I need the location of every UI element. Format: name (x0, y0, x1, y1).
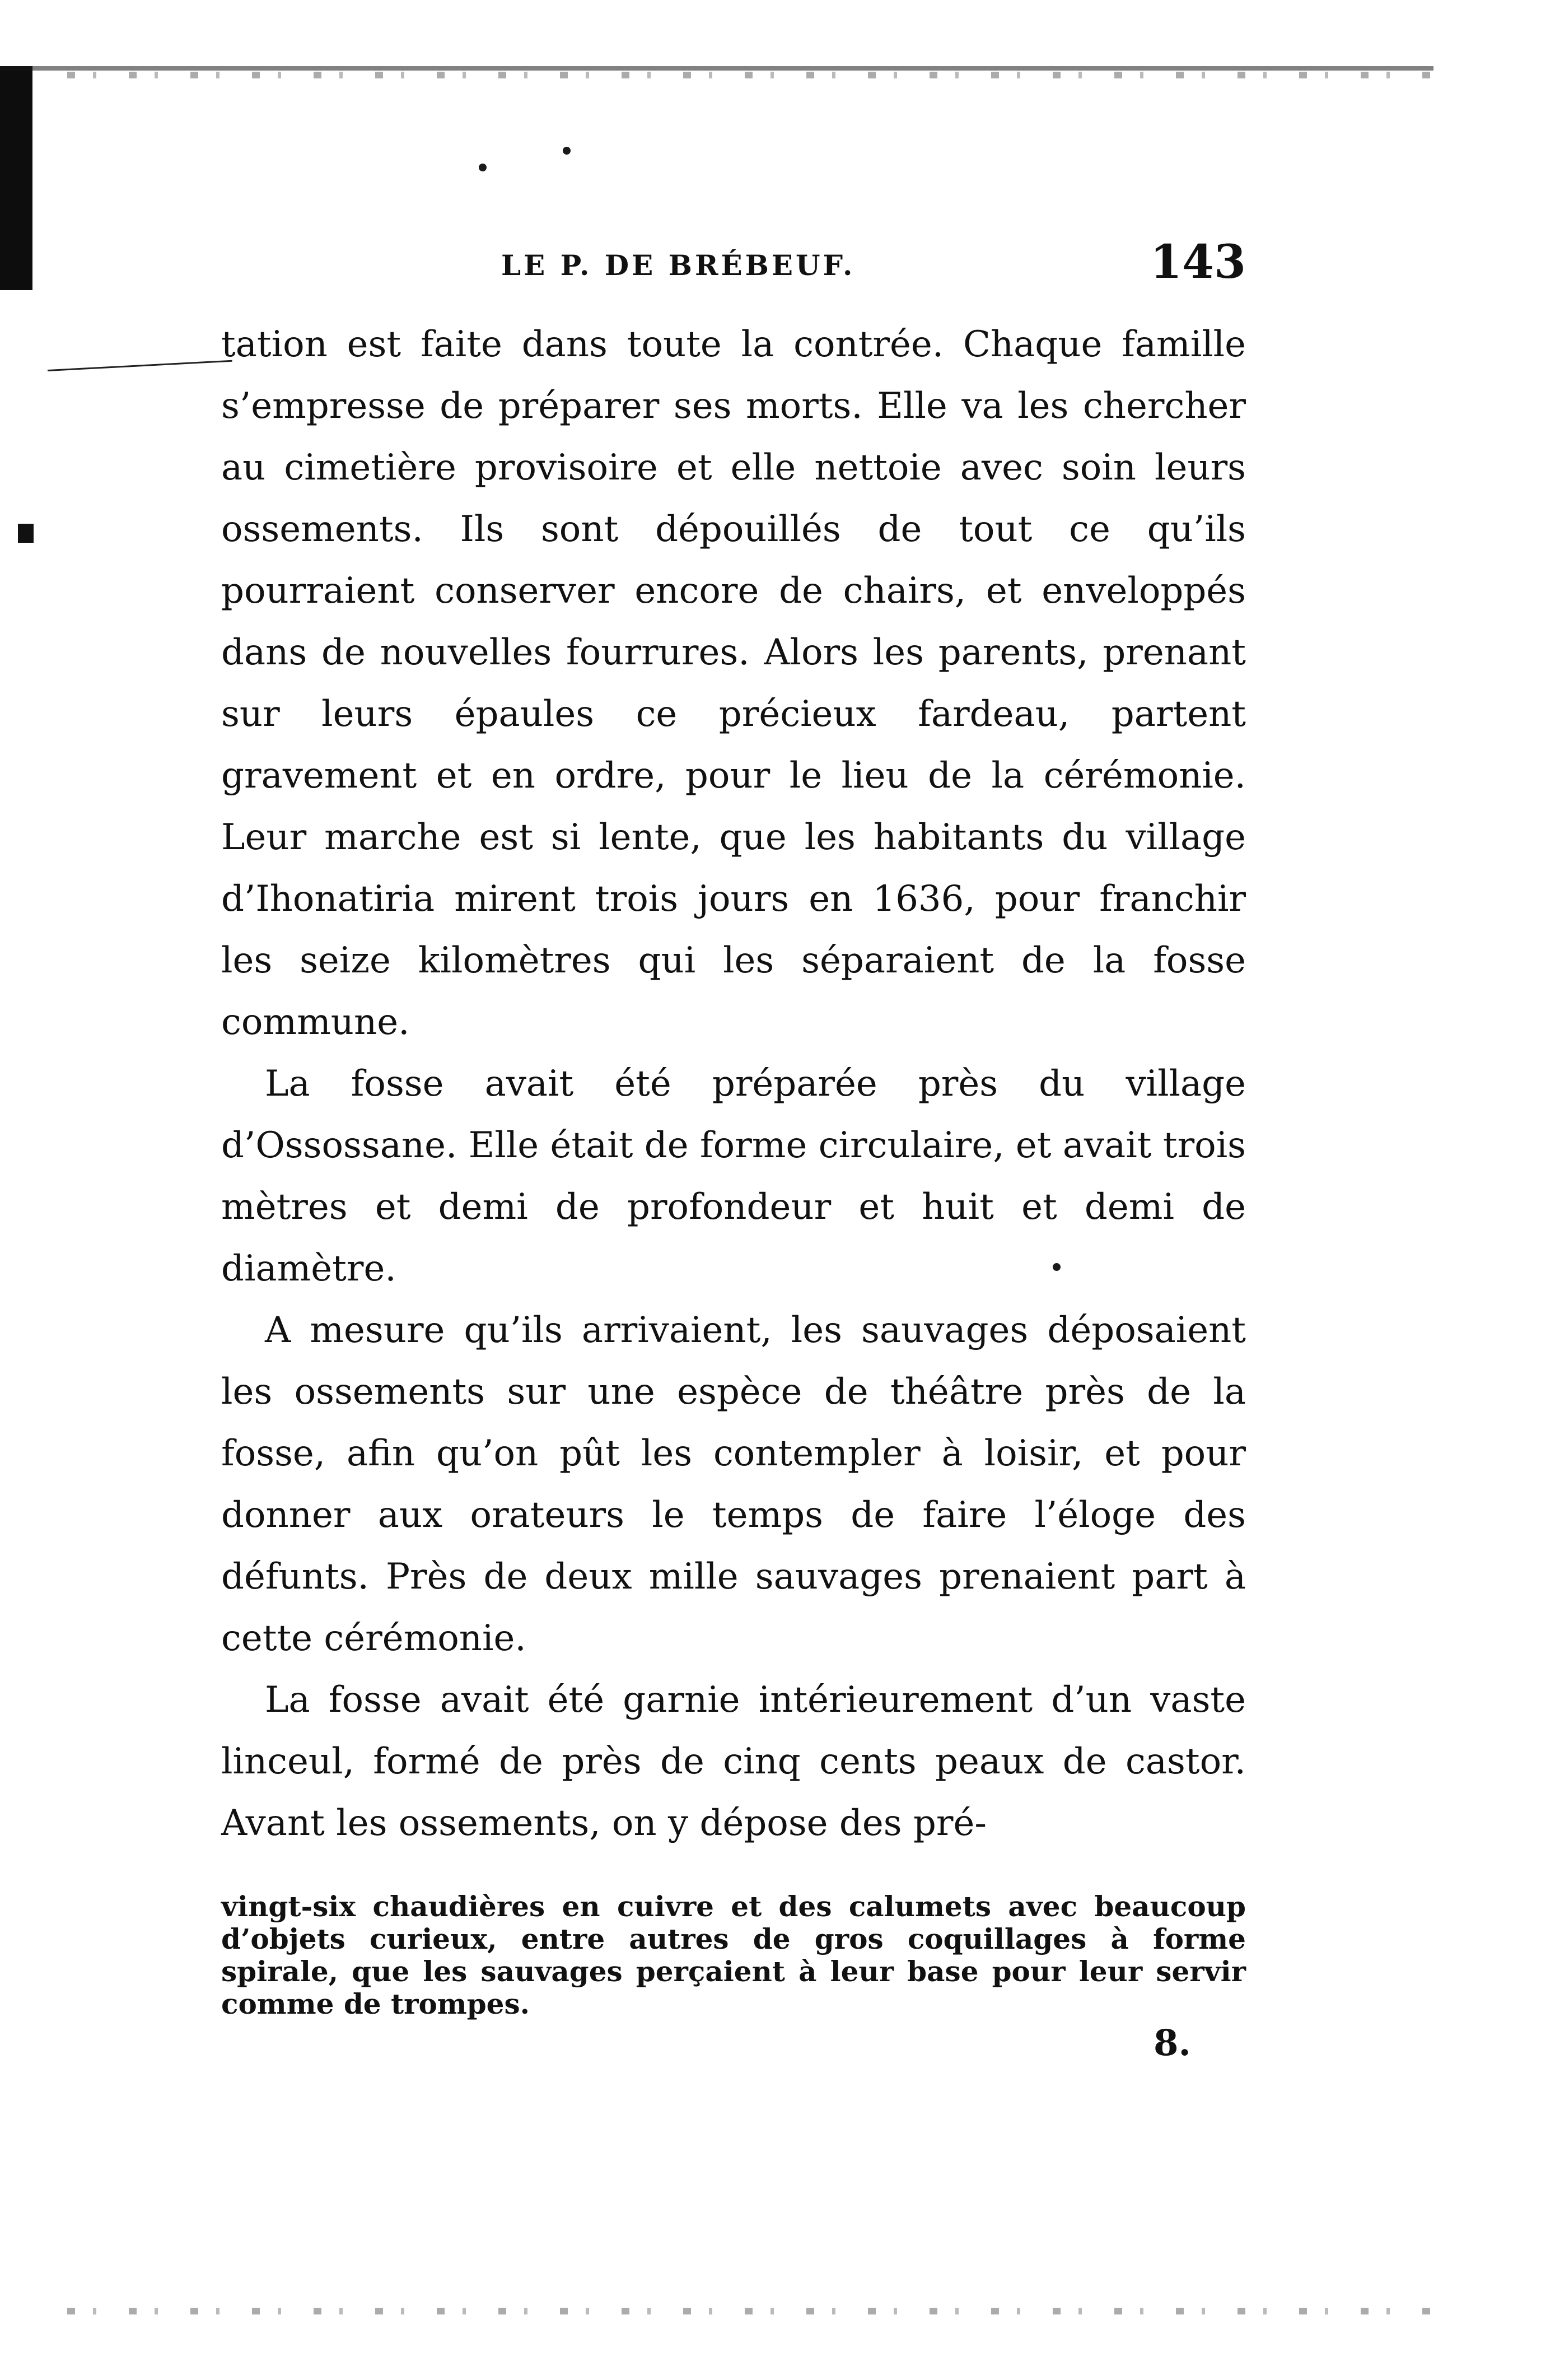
scan-noise-bottom (67, 2308, 1439, 2314)
scan-binding-edge (0, 66, 32, 290)
paragraph: La fosse avait été garnie intérieurement d’un vaste linceul, formé de près de cinq cents peaux de castor. Avant les ossements, on y dépose des pré- (221, 1679, 1246, 1844)
paragraph: A mesure qu’ils arrivaient, les sauvages déposaient les ossements sur une espèce de théâtre près de la fosse, afin qu’on pût les contempler à loisir, et pour donner aux orateurs le temps de faire l’éloge des défunts. Près de deux mille sauvages prenaient part à cette cérémonie. (221, 1310, 1246, 1659)
margin-mark (18, 524, 34, 543)
ink-dot (563, 147, 571, 155)
footnote: vingt-six chaudières en cuivre et des calumets avec beaucoup d’objets curieux, entre autres de gros coquillages à forme spirale, que les sauvages perçaient à leur base pour leur servir comme de trompes. (221, 1890, 1246, 2020)
scan-top-edge (0, 66, 1433, 71)
paragraph: La fosse avait été préparée près du village d’Ossossane. Elle était de forme circulaire, et avait trois mètres et demi de profondeur et huit et demi de diamètre. (221, 1063, 1246, 1289)
margin-stroke (48, 360, 232, 371)
paragraph: tation est faite dans toute la contrée. Chaque famille s’empresse de préparer ses morts. Elle va les chercher au cimetière provisoire et elle nettoie avec soin leurs ossements. Ils sont dépouillés de tout ce qu’ils pourraient conserver encore de chairs, et enveloppés dans de nouvelles fourrures. Alors les parents, prenant sur leurs épaules ce précieux fardeau, partent gravement et en ordre, pour le lieu de la cérémonie. Leur marche est si lente, que les habitants du village d’Ihonatiria mirent trois jours en 1636, pour franchir les seize kilomètres qui les séparaient de la fosse commune. (221, 324, 1246, 1043)
running-head (221, 235, 1246, 289)
page-number: 143 (1150, 235, 1246, 289)
running-title: LE P. DE BRÉBEUF. (501, 249, 856, 282)
body-text (221, 314, 1246, 1854)
scan-noise-top (67, 72, 1439, 78)
signature-mark: 8. (1154, 2022, 1191, 2064)
ink-dot (479, 164, 487, 171)
